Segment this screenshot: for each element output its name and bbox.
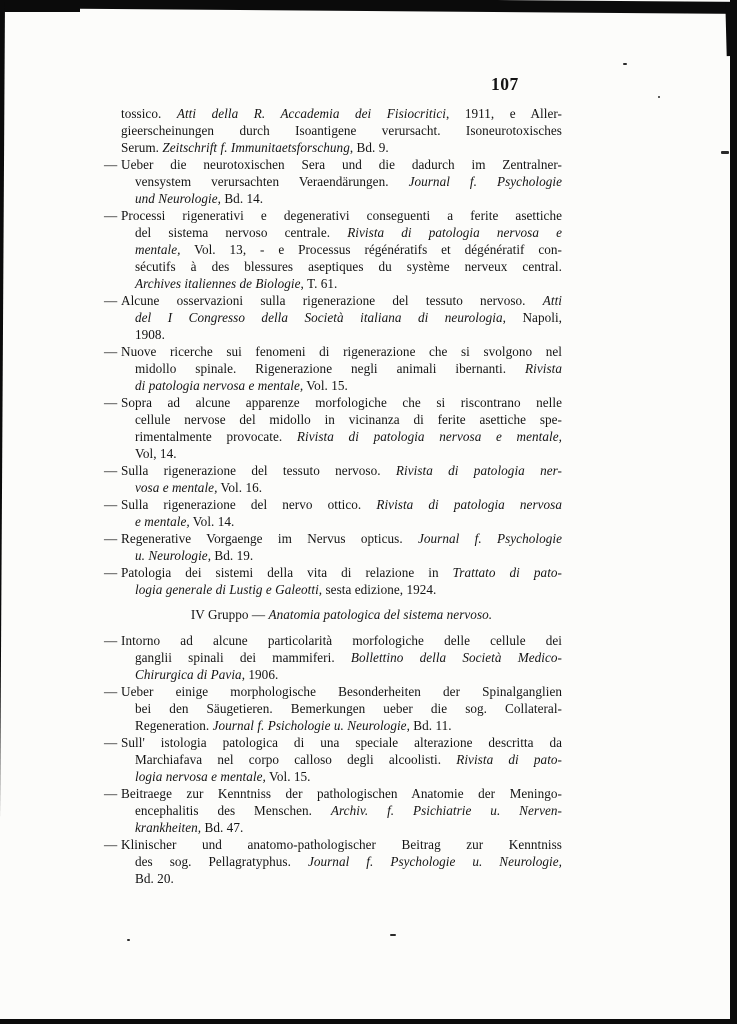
- bib-entry-line: e mentale, Vol. 14.: [135, 514, 235, 529]
- bib-entry-line: logia nervosa e mentale, Vol. 15.: [135, 769, 311, 784]
- bib-entry: [104, 394, 562, 462]
- bib-entry-line: del sistema nervoso centrale. Rivista di patologia nervosa e: [135, 225, 562, 240]
- bib-entry-line: Bd. 20.: [135, 871, 174, 886]
- scan-edge-top: [0, 0, 737, 14]
- bib-entry-line: Chirurgica di Pavia, 1906.: [135, 667, 279, 682]
- bib-entry-line: ganglii spinali dei mammiferi. Bollettino della Società Medico-: [135, 650, 562, 665]
- bib-entry: [104, 564, 562, 598]
- scan-speck: [721, 151, 729, 154]
- bib-entry-line: Patologia dei sistemi della vita di relazione in Trattato di pato-: [121, 565, 562, 580]
- bib-entry: [104, 785, 562, 836]
- section-heading: IV Gruppo — Anatomia patologica del sistema nervoso.: [190, 607, 493, 622]
- bib-entry-line: Sulla rigenerazione del nervo ottico. Rivista di patologia nervosa: [121, 497, 562, 512]
- bib-entry-line: Serum. Zeitschrift f. Immunitaetsforschung, Bd. 9.: [121, 140, 389, 155]
- bib-entry-line: des sog. Pellagratyphus. Journal f. Psychologie u. Neurologie,: [135, 854, 562, 869]
- entry-dash-marker: —: [104, 633, 118, 648]
- bib-entry: [104, 292, 563, 343]
- entry-dash-marker: —: [104, 344, 118, 359]
- bib-entry: [104, 156, 562, 207]
- bib-entry-line: midollo spinale. Rigenerazione negli animali ibernanti. Rivista: [135, 361, 562, 376]
- entry-dash-marker: —: [104, 395, 118, 410]
- bib-entry-line: tossico. Atti della R. Accademia dei Fisiocritici, 1911, e Aller-: [121, 106, 562, 121]
- entry-dash-marker: —: [104, 531, 118, 546]
- bib-entry-line: Alcune osservazioni sulla rigenerazione del tessuto nervoso. Atti: [121, 293, 562, 308]
- bib-entry-line: rimentalmente provocate. Rivista di patologia nervosa e mentale,: [135, 429, 562, 444]
- scan-edge-left: [0, 0, 5, 1024]
- entry-dash-marker: —: [104, 293, 118, 308]
- bib-entry: [104, 530, 562, 564]
- bib-entry-line: di patologia nervosa e mentale, Vol. 15.: [135, 378, 348, 393]
- entry-dash-marker: —: [104, 565, 118, 580]
- bib-entry: [104, 734, 562, 785]
- bib-entry-line: Sull' istologia patologica di una speciale alterazione descritta da: [121, 735, 562, 750]
- entry-dash-marker: —: [104, 497, 118, 512]
- bib-entry-line: vosa e mentale, Vol. 16.: [135, 480, 263, 495]
- bib-entry: [104, 836, 562, 887]
- bib-entry: [104, 207, 562, 292]
- scan-edge-bottom: [0, 1019, 737, 1024]
- bib-entry-line: und Neurologie, Bd. 14.: [135, 191, 264, 206]
- entry-dash-marker: —: [104, 837, 118, 852]
- scan-speck: [623, 63, 627, 65]
- entry-dash-marker: —: [104, 735, 118, 750]
- bib-entry-line: Nuove ricerche sui fenomeni di rigenerazione che si svolgono nel: [121, 344, 562, 359]
- bib-entry-line: Beitraege zur Kenntniss der pathologischen Anatomie der Meningo-: [121, 786, 562, 801]
- bib-entry-line: encephalitis des Menschen. Archiv. f. Psichiatrie u. Nerven-: [135, 803, 562, 818]
- bib-entry-line: gieerscheinungen durch Isoantigene verursacht. Isoneurotoxisches: [121, 123, 562, 138]
- bib-entry-line: Regeneration. Journal f. Psichologie u. Neurologie, Bd. 11.: [135, 718, 452, 733]
- bib-entry-line: del I Congresso della Società italiana di neurologia, Napoli,: [135, 310, 563, 325]
- bib-entry-line: Sopra ad alcune apparenze morfologiche che si riscontrano nelle: [121, 395, 562, 410]
- bib-entry-line: cellule nervose del midollo in vicinanza di ferite asettiche spe-: [135, 412, 562, 427]
- bib-entry-line: sécutifs à des blessures aseptiques du système nerveux central.: [135, 259, 562, 274]
- bib-entry-line: Vol, 14.: [135, 446, 177, 461]
- bib-entry: [104, 496, 562, 530]
- bib-entry-line: krankheiten, Bd. 47.: [135, 820, 244, 835]
- entry-dash-marker: —: [104, 157, 118, 172]
- bib-entry-line: Marchiafava nel corpo calloso degli alcoolisti. Rivista di pato-: [135, 752, 562, 767]
- scan-speck: [390, 934, 396, 936]
- bib-entry-line: mentale, Vol. 13, - e Processus régénératifs et dégénératif con-: [135, 242, 562, 257]
- scan-edge-right: [730, 0, 737, 1024]
- bib-entry-line: vensystem verursachten Veraendärungen. Journal f. Psychologie: [135, 174, 562, 189]
- bib-entry-line: Ueber einige morphologische Besonderheiten der Spinalganglien: [121, 684, 562, 699]
- bib-entry: [104, 343, 562, 394]
- bib-entry: [104, 632, 562, 683]
- bib-entry: [121, 105, 562, 156]
- bib-entry: [104, 462, 562, 496]
- scan-speck: [127, 939, 130, 941]
- entry-dash-marker: —: [104, 786, 118, 801]
- scan-edge-top-left-corner: [0, 0, 80, 12]
- bib-entry-line: Klinischer und anatomo-pathologischer Beitrag zur Kenntniss: [121, 837, 562, 852]
- bibliography-list: [104, 105, 563, 887]
- entry-dash-marker: —: [104, 684, 118, 699]
- entry-dash-marker: —: [104, 208, 118, 223]
- bib-entry-line: Sulla rigenerazione del tessuto nervoso. Rivista di patologia ner-: [121, 463, 562, 478]
- bib-entry-line: bei den Säugetieren. Bemerkungen ueber die sog. Collateral-: [135, 701, 562, 716]
- bib-entry-line: Intorno ad alcune particolarità morfologiche delle cellule dei: [121, 633, 562, 648]
- bib-entry-line: 1908.: [135, 327, 165, 342]
- bib-entry-line: Processi rigenerativi e degenerativi conseguenti a ferite asettiche: [121, 208, 562, 223]
- bib-entry-line: Ueber die neurotoxischen Sera und die dadurch im Zentralner-: [121, 157, 562, 172]
- bib-entry-line: Regenerative Vorgaenge im Nervus opticus. Journal f. Psychologie: [121, 531, 562, 546]
- bib-entry-line: Archives italiennes de Biologie, T. 61.: [135, 276, 338, 291]
- bib-entry: [104, 683, 562, 734]
- entry-dash-marker: —: [104, 463, 118, 478]
- page-number: 107: [491, 74, 519, 94]
- scan-speck: [658, 96, 660, 98]
- bib-entry-line: logia generale di Lustig e Galeotti, sesta edizione, 1924.: [135, 582, 437, 597]
- bib-entry-line: u. Neurologie, Bd. 19.: [135, 548, 254, 563]
